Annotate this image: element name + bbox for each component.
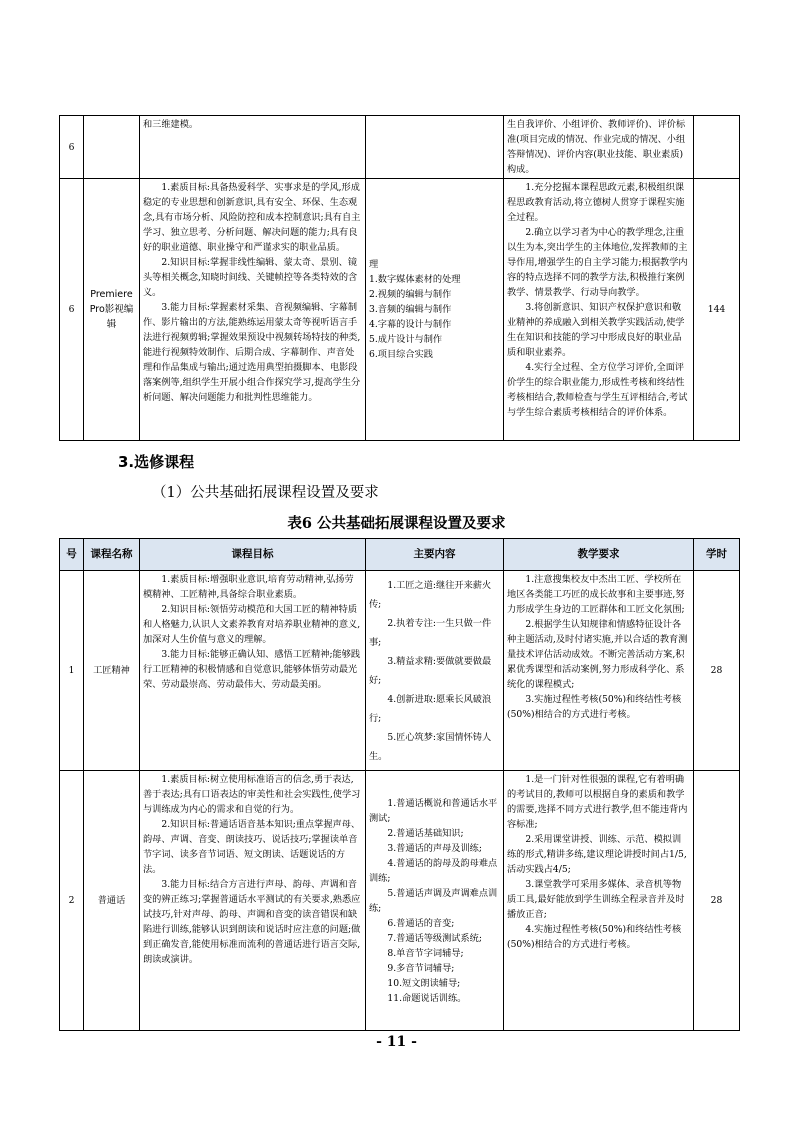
table6 (59, 538, 740, 1031)
course-requirement: 生自我评价、小组评价、教师评价)、评价标准(项目完成的情况、作业完成的情况、小组答辩情况)、评价内容(职业技能、职业素质)构成。 (504, 116, 694, 179)
course-content: 1.普通话概说和普通话水平测试; 2.普通话基础知识; 3.普通话的声母及训练; 4.普通话的韵母及韵母难点训练; 5.普通话声调及声调难点训练; 6.普通话的音变; 7.普通话等级测试系统; 8.单音节字词辅导; 9.多音节词辅导; 10.短文朗读辅导; 11.命题说话训练。 (366, 771, 504, 1031)
header-num: 号 (60, 539, 84, 571)
course-name: Premiere Pro影视编辑 (84, 179, 140, 441)
header-hours: 学时 (694, 539, 740, 571)
course-hours: 28 (694, 771, 740, 1031)
row-number: 1 (60, 571, 84, 771)
section-heading: 3.选修课程 (118, 453, 195, 471)
course-name: 普通话 (84, 771, 140, 1031)
page-number: - 11 - (376, 1034, 417, 1050)
course-name: 工匠精神 (84, 571, 140, 771)
table-caption: 表6 公共基础拓展课程设置及要求 (287, 515, 506, 532)
table-row (60, 571, 740, 771)
course-target: 1.素质目标:树立使用标准语言的信念,勇于表达,善于表达;具有口语表达的审美性和社会实践性,使学习与训练成为内心的需求和自觉的行为。 2.知识目标:普通话语音基本知识;重点掌握声母、韵母、声调、音变、朗读技巧、说话技巧;掌握读单音节字词、读多音节词语、短文朗读、话题说话的方法。 3.能力目标:结合方言进行声母、韵母、声调和音变的辨正练习;掌握普通话水平测试的有关要求,熟悉应试技巧,针对声母、韵母、声调和音变的读音错误和缺陷进行训练,能够认识到朗读和说话时应注意的问题;做到正确发音,能使用标准而流利的普通话进行语言交际,朗读或演讲。 (140, 771, 366, 1031)
course-requirement: 1.注意搜集校友中杰出工匠、学校所在地区各类能工巧匠的成长故事和主要事迹,努力形成学生身边的工匠群体和工匠文化氛围; 2.根据学生认知规律和情感特征设计各种主题活动,及时付诸实施,并以合适的教育测量技术评估活动成效。不断完善活动方案,积累优秀课型和活动案例,努力形成科学化、系统化的课程模式; 3.实施过程性考核(50%)和终结性考核(50%)相结合的方式进行考核。 (504, 571, 694, 771)
table-header-row (60, 539, 740, 571)
course-target: 和三维建模。 (140, 116, 366, 179)
row-number: 2 (60, 771, 84, 1031)
course-requirement: 1.充分挖掘本课程思政元素,积极组织课程思政教育活动,将立德树人贯穿于课程实施全过程。 2.确立以学习者为中心的教学理念,注重以生为本,突出学生的主体地位,发挥教师的主导作用,增强学生的自主学习能力;根据教学内容的特点选择不同的教学方法,积极推行案例教学、情景教学、行动导向教学。 3.将创新意识、知识产权保护意识和敬业精神的养成融入到相关教学实践活动,使学生在知识和技能的学习中形成良好的职业品质和职业素养。 4.实行全过程、全方位学习评价,全面评价学生的综合职业能力,形成性考核和终结性考核相结合,教师检查与学生互评相结合,考试与学生综合素质考核相结合的评价体系。 (504, 179, 694, 441)
header-name: 课程名称 (84, 539, 140, 571)
course-hours: 28 (694, 571, 740, 771)
course-hours: 144 (694, 179, 740, 441)
table-row (60, 771, 740, 1031)
subsection-heading: （1）公共基础拓展课程设置及要求 (152, 485, 379, 501)
header-req: 教学要求 (504, 539, 694, 571)
course-content: 1.工匠之道:继往开来薪火传; 2.执着专注:一生只做一件事; 3.精益求精:要做就要做最好; 4.创新进取:愿乘长风破浪行; 5.匠心筑梦:家国情怀铸人生。 (366, 571, 504, 771)
row-number: 6 (60, 179, 84, 441)
header-target: 课程目标 (140, 539, 366, 571)
header-content: 主要内容 (366, 539, 504, 571)
table-row (60, 179, 740, 441)
course-content: 理 1.数字媒体素材的处理 2.视频的编辑与制作 3.音频的编辑与制作 4.字幕的设计与制作 5.成片设计与制作 6.项目综合实践 (366, 179, 504, 441)
table-row (60, 116, 740, 179)
row-number: 6 (60, 116, 84, 179)
course-content (366, 116, 504, 179)
course-target: 1.素质目标:增强职业意识,培育劳动精神,弘扬劳模精神、工匠精神,具备综合职业素质。 2.知识目标:领悟劳动模范和大国工匠的精神特质和人格魅力,认识人文素养教育对培养职业精神的意义,加深对人生价值与意义的理解。 3.能力目标:能够正确认知、感悟工匠精神;能够践行工匠精神的积极情感和自觉意识,能够体悟劳动最光荣、劳动最崇高、劳动最伟大、劳动最美丽。 (140, 571, 366, 771)
table5-continued (59, 115, 740, 441)
course-target: 1.素质目标:具备热爱科学、实事求是的学风,形成稳定的专业思想和创新意识,具有安全、环保、生态观念,具有市场分析、风险防控和成本控制意识;具有自主学习、独立思考、分析问题、解决问题的能力;具有良好的职业道德、职业操守和严谨求实的职业品质。 2.知识目标:掌握非线性编辑、蒙太奇、景别、镜头等相关概念,知晓时间线、关键帧控等各类特效的含义。 3.能力目标:掌握素材采集、音视频编辑、字幕制作、影片输出的方法,能熟练运用蒙太奇等视听语言手法进行视频剪辑;掌握效果预设中视频转场特技的种类,能进行视频特效制作、后期合成、字幕制作、声音处理和作品集成与输出;通过选用典型拍摄脚本、电影段落案例等,组织学生开展小组合作探究学习,提高学生分析问题、解决问题能力和批判性思维能力。 (140, 179, 366, 441)
course-requirement: 1.是一门针对性很强的课程,它有着明确的考试目的,教师可以根据自身的素质和教学的需要,选择不同方式进行教学,但不能违背内容标准; 2.采用课堂讲授、训练、示范、模拟训练的形式,精讲多练,建议理论讲授时间占1/5,活动实践占4/5; 3.课堂教学可采用多媒体、录音机等物质工具,最好能放到学生训练全程录音并及时播放正音; 4.实施过程性考核(50%)和终结性考核(50%)相结合的方式进行考核。 (504, 771, 694, 1031)
